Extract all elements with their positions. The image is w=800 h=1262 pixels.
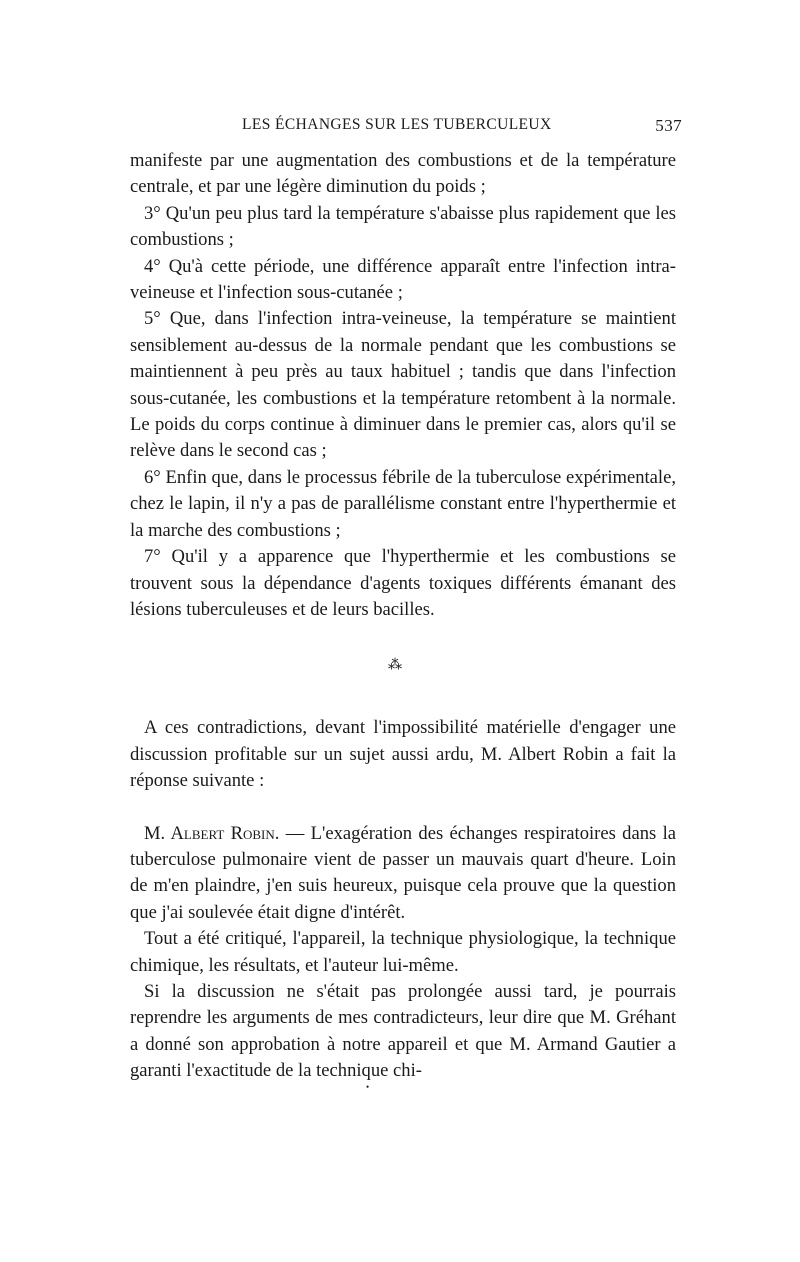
paragraph: manifeste par une augmentation des combustions et de la température centrale, et par une légère diminution du poids ;	[130, 150, 676, 198]
ornament-mark: ⁂	[388, 658, 402, 674]
paragraph: 3° Qu'un peu plus tard la température s'abaisse plus rapidement que les combustions ;	[130, 202, 676, 251]
page-number: 537	[655, 116, 682, 135]
page-body	[130, 148, 676, 1085]
section-ornament	[130, 623, 676, 715]
paragraph: 6° Enfin que, dans le processus fébrile de la tuberculose expérimentale, chez le lapin, il n'y a pas de parallélisme constant entre l'hyperthermie et la marche des combustions ;	[130, 466, 676, 541]
paragraph: A ces contradictions, devant l'impossibilité matérielle d'engager une discussion profitable sur un sujet aussi ardu, M. Albert Robin a fait la réponse suivante :	[130, 717, 676, 792]
paragraph: 5° Que, dans l'infection intra-veineuse, la température se maintient sensiblement au-dessus de la normale pendant que les combustions se maintiennent à peu près au taux habituel ; tandis que dans l'infection sous-cutanée, les combustions et la température retombent à la normale. Le poids du corps continue à diminuer dans le premier cas, alors qu'il se relève dans le second cas ;	[130, 308, 676, 462]
page-header	[130, 116, 682, 140]
speaker-text: — L'exagération des échanges respiratoires dans la tuberculose pulmonaire vient de passer un mauvais quart d'heure. Loin de m'en plaindre, j'en suis heureux, puisque cela prouve que la question que j'ai soulevée était digne d'intérêt.	[130, 822, 677, 923]
paragraph: Tout a été critiqué, l'appareil, la technique physiologique, la technique chimique, les résultats, et l'auteur lui-même.	[130, 928, 676, 976]
paragraph: 4° Qu'à cette période, une différence apparaît entre l'infection intra-veineuse et l'infection sous-cutanée ;	[130, 255, 676, 304]
print-speck: •	[366, 1082, 370, 1092]
paragraph: Si la discussion ne s'était pas prolongée aussi tard, je pourrais reprendre les arguments de mes contradicteurs, leur dire que M. Gréhant a donné son approbation à notre appareil et que M. Armand Gautier a garanti l'exactitude de la technique chi-	[130, 980, 676, 1082]
speaker-name: M. Albert Robin.	[144, 822, 280, 844]
paragraph: 7° Qu'il y a apparence que l'hyperthermie et les combustions se trouvent sous la dépendance d'agents toxiques différents émanant des lésions tuberculeuses et de leurs bacilles.	[130, 546, 676, 620]
speaker-paragraph	[130, 821, 676, 927]
running-head: LES ÉCHANGES SUR LES TUBERCULEUX	[242, 116, 552, 133]
